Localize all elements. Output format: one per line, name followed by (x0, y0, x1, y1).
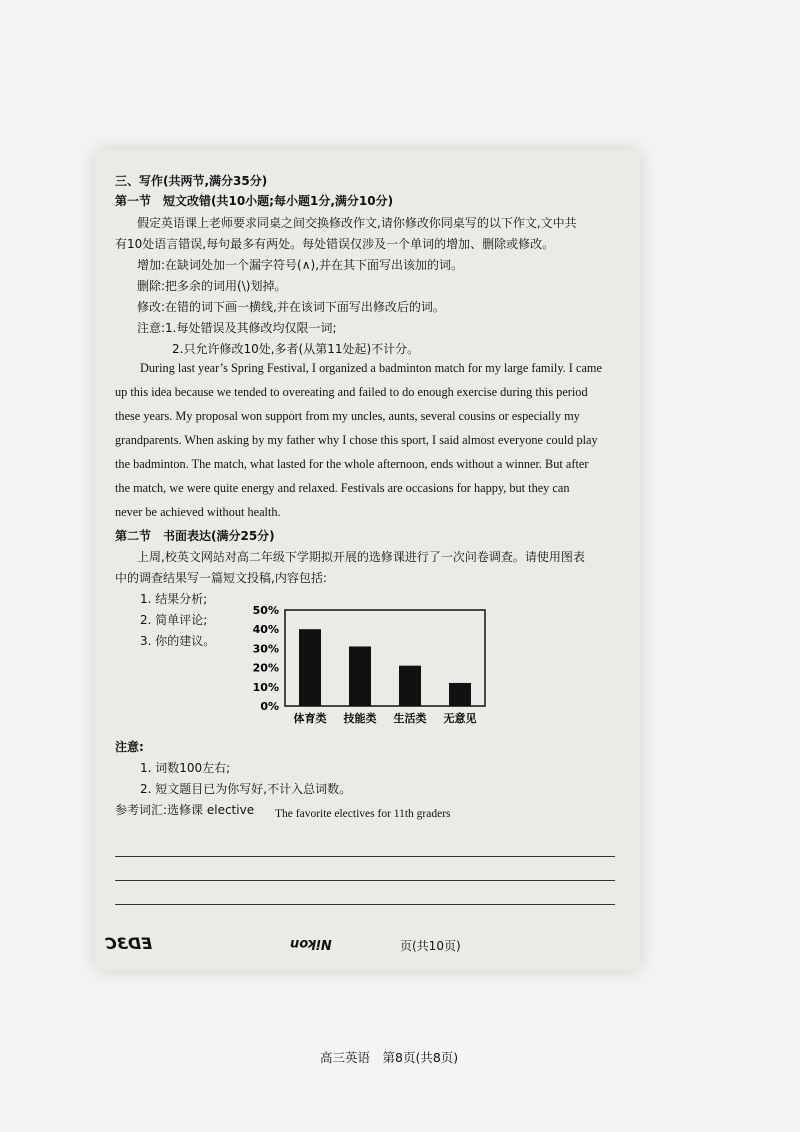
essay-title: The favorite electives for 11th graders (275, 808, 451, 820)
x-tick-label: 体育类 (293, 712, 327, 725)
bar (399, 666, 421, 706)
part1-intro-line1: 假定英语课上老师要求同桌之间交换修改作文,请你修改你同桌写的以下作文,文中共 (137, 216, 577, 230)
y-tick-label: 10% (252, 680, 279, 694)
essay-line: grandparents. When asking by my father why I chose this sport, I said almost everyone could play (115, 433, 598, 447)
section-heading: 三、写作(共两节,满分35分) (115, 174, 268, 188)
bar (299, 629, 321, 706)
x-tick-label: 无意见 (443, 712, 477, 725)
note-2: 2.只允许修改10处,多者(从第11处起)不计分。 (172, 342, 420, 356)
part2-intro-line1: 上周,校英文网站对高二年级下学期拟开展的选修课进行了一次问卷调查。请使用图表 (137, 550, 585, 564)
part1-intro-line2: 有10处语言错误,每句最多有两处。每处错误仅涉及一个单词的增加、删除或修改。 (115, 237, 555, 251)
writing-line (115, 904, 615, 905)
content-item: 2. 简单评论; (140, 613, 208, 627)
note-item: 2. 短文题目已为你写好,不计入总词数。 (140, 782, 352, 796)
page-footer: 高三英语 第8页(共8页) (320, 1050, 459, 1065)
part2-intro-line2: 中的调查结果写一篇短文投稿,内容包括: (115, 571, 327, 585)
writing-line (115, 880, 615, 881)
part2-heading: 第二节 书面表达(满分25分) (115, 529, 275, 543)
writing-line (115, 856, 615, 857)
rule-delete: 删除:把多余的词用(\)划掉。 (137, 279, 287, 293)
scan-page-number: 页(共10页) (400, 939, 461, 953)
vocab-hint: 参考词汇:选修课 elective (115, 803, 255, 817)
content-item: 1. 结果分析; (140, 592, 208, 606)
nikon-logo: Nikon (290, 936, 332, 951)
y-tick-label: 20% (252, 661, 279, 675)
essay-line: the badminton. The match, what lasted for the whole afternoon, ends without a winner. But after (115, 457, 589, 471)
note-item: 1. 词数100左右; (140, 761, 231, 775)
notes-heading: 注意: (115, 740, 144, 754)
essay-line: the match, we were quite energy and relaxed. Festivals are occasions for happy, but they can (115, 481, 570, 495)
x-tick-label: 生活类 (393, 712, 427, 725)
y-tick-label: 50% (252, 604, 279, 617)
rule-modify: 修改:在错的词下画一横线,并在该词下面写出修改后的词。 (137, 300, 445, 314)
y-tick-label: 30% (252, 642, 279, 656)
essay-line: up this idea because we tended to overeating and failed to do enough exercise during this period (115, 385, 588, 399)
y-tick-label: 0% (260, 700, 279, 713)
content-item: 3. 你的建议。 (140, 634, 216, 648)
x-tick-label: 技能类 (343, 712, 377, 725)
essay-line: these years. My proposal won support from my uncles, aunts, several cousins or especially my (115, 409, 580, 423)
scan-footer-logo: ED3C (105, 934, 153, 953)
essay-line: During last year’s Spring Festival, I organized a badminton match for my large family. I came (140, 361, 602, 375)
bar (449, 683, 471, 706)
note-1: 注意:1.每处错误及其修改均仅限一词; (137, 321, 337, 335)
part1-heading: 第一节 短文改错(共10小题;每小题1分,满分10分) (115, 194, 394, 208)
bar (349, 646, 371, 706)
rule-add: 增加:在缺词处加一个漏字符号(∧),并在其下面写出该加的词。 (137, 258, 464, 272)
essay-line: never be achieved without health. (115, 505, 281, 519)
y-tick-label: 40% (252, 623, 279, 637)
survey-bar-chart (245, 598, 490, 728)
